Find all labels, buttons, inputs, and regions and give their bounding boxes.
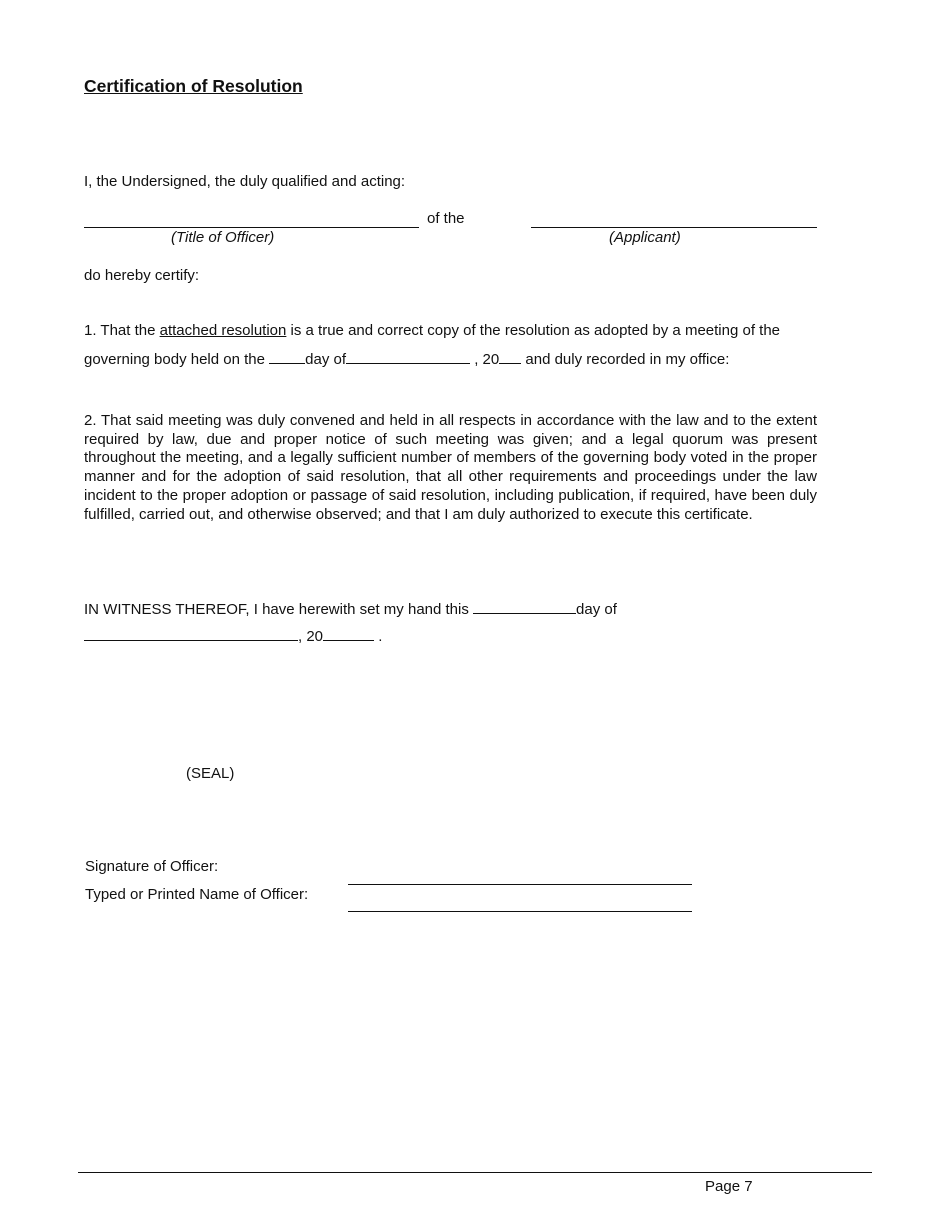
item1-line2 (84, 349, 729, 368)
meeting-year-field[interactable] (499, 349, 521, 364)
witness-line1 (84, 599, 617, 618)
item1-line1 (84, 322, 817, 339)
item1-year-label: , 20 (470, 351, 500, 368)
item1-line2-end: and duly recorded in my office: (521, 351, 730, 368)
item1-line1-rest: is a true and correct copy of the resolution as adopted by a meeting of the (286, 322, 781, 339)
printed-name-label: Typed or Printed Name of Officer: (85, 886, 309, 903)
page-title: Certification of Resolution (84, 76, 303, 96)
item2-paragraph: 2. That said meeting was duly convened and held in all respects in accordance with the law and to the extent required by law, due and proper notice of such meeting was given; and a legal quorum was present throughout the meeting, and a legally sufficient number of members of the governing body voted in the proper manner and for the adoption of said resolution, that all other requirements and proceedings under the law incident to the proper adoption or passage of said resolution, including publication, if required, have been duly fulfilled, carried out, and otherwise observed; and that I am duly authorized to execute this certificate. (84, 412, 817, 523)
item1-prefix: 1. That the (84, 322, 160, 339)
intro-text: I, the Undersigned, the duly qualified and acting: (84, 173, 406, 190)
signature-field[interactable] (348, 884, 692, 885)
item1-day-of: day of (305, 351, 347, 368)
witness-month-field[interactable] (84, 626, 298, 641)
title-of-officer-field[interactable] (84, 227, 419, 228)
certify-text: do hereby certify: (84, 267, 200, 284)
item1-line1-text (84, 322, 780, 339)
witness-text: IN WITNESS THEREOF, I have herewith set my hand this (84, 601, 474, 618)
title-of-officer-caption: (Title of Officer) (171, 229, 275, 246)
applicant-caption: (Applicant) (609, 229, 681, 246)
signature-label: Signature of Officer: (85, 858, 219, 875)
witness-year-field[interactable] (323, 626, 374, 641)
applicant-field[interactable] (531, 227, 817, 228)
printed-name-field[interactable] (348, 911, 692, 912)
witness-day-field[interactable] (473, 599, 576, 614)
witness-end: . (374, 628, 383, 645)
page-number: Page 7 (705, 1178, 753, 1195)
meeting-day-field[interactable] (269, 349, 305, 364)
footer-divider (78, 1172, 872, 1173)
item1-line2-a: governing body held on the (84, 351, 270, 368)
witness-year-label: , 20 (298, 628, 324, 645)
meeting-month-field[interactable] (346, 349, 470, 364)
seal-label: (SEAL) (186, 765, 235, 782)
of-the-text: of the (427, 210, 465, 227)
attached-resolution-link: attached resolution (159, 322, 287, 339)
witness-day-of: day of (576, 601, 617, 618)
witness-line2 (84, 626, 382, 645)
